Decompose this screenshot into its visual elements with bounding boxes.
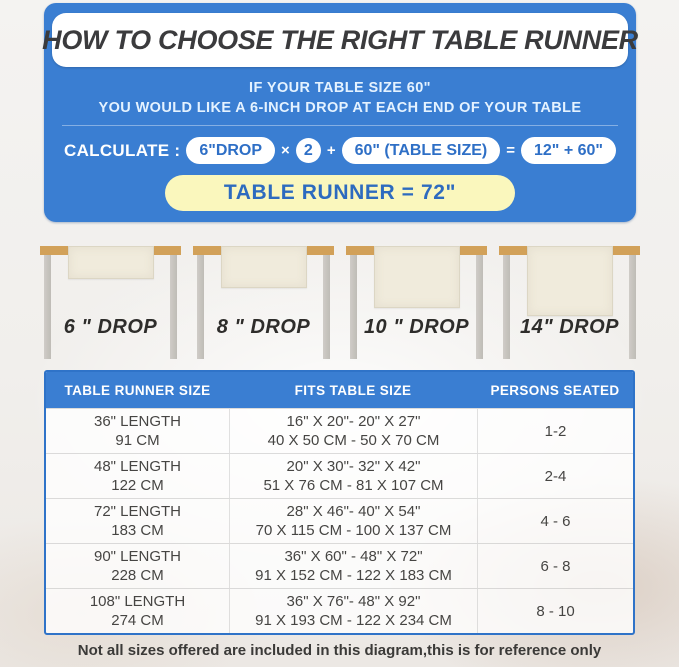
drop-pill: 6"DROP [186, 137, 275, 164]
sum-pill: 12" + 60" [521, 137, 616, 164]
table-leg-left [503, 255, 510, 359]
fits-size-cell [229, 499, 477, 543]
multiplier-badge: 2 [296, 138, 321, 163]
persons-value: 4 - 6 [540, 512, 571, 530]
fits-line: 36" X 76"- 48" X 92" [286, 593, 421, 610]
calculation-row [52, 137, 628, 164]
runner-cloth [221, 246, 307, 288]
fits-line: 28" X 46"- 40" X 54" [286, 503, 421, 520]
divider [62, 125, 618, 126]
title-box [42, 13, 638, 67]
table-leg-right [629, 255, 636, 359]
runner-cloth [527, 246, 613, 316]
col-header-persons: PERSONS SEATED [490, 382, 620, 398]
table-row [46, 408, 633, 453]
intro-text [52, 78, 628, 118]
table-diagram-6-drop [40, 246, 181, 361]
persons-cell [477, 589, 633, 633]
size-line: 72" LENGTH [93, 503, 182, 520]
persons-value: 6 - 8 [540, 557, 571, 575]
fits-line: 20" X 30"- 32" X 42" [286, 458, 421, 475]
drop-label: 8 " DROP [216, 316, 311, 338]
equals-sign: = [506, 142, 515, 159]
persons-cell [477, 499, 633, 543]
size-line-cm: 228 CM [111, 567, 164, 584]
hero-panel [44, 3, 636, 222]
fits-line-cm: 91 X 152 CM - 122 X 183 CM [255, 567, 452, 584]
drop-label: 6 " DROP [63, 316, 158, 338]
fits-size-cell [229, 454, 477, 498]
fits-line-cm: 70 X 115 CM - 100 X 137 CM [255, 522, 452, 539]
page-title: HOW TO CHOOSE THE RIGHT TABLE RUNNER [42, 24, 638, 55]
table-row [46, 543, 633, 588]
fits-size-cell [229, 409, 477, 453]
runner-cloth [68, 246, 154, 279]
size-line: 90" LENGTH [93, 548, 182, 565]
size-reference-table [44, 370, 635, 635]
size-line-cm: 91 CM [115, 432, 160, 449]
size-line-cm: 274 CM [111, 612, 164, 629]
fits-line-cm: 40 X 50 CM - 50 X 70 CM [267, 432, 440, 449]
table-leg-left [350, 255, 357, 359]
table-size-pill: 60" (TABLE SIZE) [342, 137, 501, 164]
fits-line: 36" X 60" - 48" X 72" [284, 548, 423, 565]
persons-cell [477, 409, 633, 453]
disclaimer-note: Not all sizes offered are included in this diagram,this is for reference only [77, 642, 602, 659]
persons-value: 1-2 [544, 422, 567, 440]
table-row [46, 588, 633, 633]
calculate-label: CALCULATE : [64, 140, 181, 160]
col-header-runner-size: TABLE RUNNER SIZE [64, 382, 211, 398]
table-diagram-8-drop [193, 246, 334, 361]
table-leg-left [197, 255, 204, 359]
runner-size-cell [46, 544, 229, 588]
size-line: 108" LENGTH [89, 593, 186, 610]
fits-line-cm: 51 X 76 CM - 81 X 107 CM [263, 477, 444, 494]
fits-line-cm: 91 X 193 CM - 122 X 234 CM [255, 612, 452, 629]
runner-cloth [374, 246, 460, 308]
fits-size-cell [229, 589, 477, 633]
runner-size-cell [46, 454, 229, 498]
plus-sign: + [326, 142, 336, 159]
fits-size-cell [229, 544, 477, 588]
table-diagram-10-drop [346, 246, 487, 361]
persons-value: 2-4 [544, 467, 567, 485]
intro-line-2: YOU WOULD LIKE A 6-INCH DROP AT EACH END OF YOUR TABLE [98, 100, 582, 116]
size-line-cm: 183 CM [111, 522, 164, 539]
size-line: 48" LENGTH [93, 458, 182, 475]
table-row [46, 498, 633, 543]
drop-diagrams [40, 246, 640, 361]
persons-value: 8 - 10 [536, 602, 575, 620]
col-header-fits-table: FITS TABLE SIZE [294, 382, 412, 398]
runner-result-pill: TABLE RUNNER = 72" [165, 175, 515, 211]
drop-label: 14" DROP [519, 316, 620, 338]
table-row [46, 453, 633, 498]
intro-line-1: IF YOUR TABLE SIZE 60" [249, 80, 431, 96]
fits-line: 16" X 20"- 20" X 27" [286, 413, 421, 430]
persons-cell [477, 544, 633, 588]
times-sign: × [281, 142, 290, 159]
runner-size-cell [46, 589, 229, 633]
table-leg-right [170, 255, 177, 359]
table-leg-right [323, 255, 330, 359]
drop-label: 10 " DROP [363, 316, 470, 338]
runner-size-cell [46, 409, 229, 453]
table-diagram-14-drop [499, 246, 640, 361]
size-line: 36" LENGTH [93, 413, 182, 430]
table-leg-left [44, 255, 51, 359]
runner-size-cell [46, 499, 229, 543]
table-header-row [46, 372, 633, 408]
persons-cell [477, 454, 633, 498]
size-line-cm: 122 CM [111, 477, 164, 494]
table-leg-right [476, 255, 483, 359]
